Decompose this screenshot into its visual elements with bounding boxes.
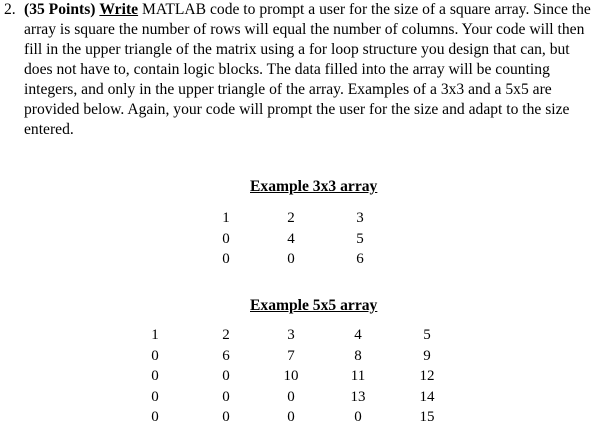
example-5x5-cell-r1-c5: 5 (423, 327, 431, 343)
example-3x3-cell-r1-c3: 3 (356, 210, 364, 226)
example-3x3-cell-r2-c2: 4 (287, 230, 295, 247)
example-5x5-cell-r2-c5: 9 (423, 347, 431, 364)
question-number: 2. (4, 1, 16, 18)
example-5x5-cell-r1-c3: 3 (287, 327, 295, 343)
example-5x5-cell-r2-c1: 0 (151, 347, 159, 364)
example-5x5-cell-r2-c2: 6 (222, 347, 230, 364)
example-3x3-cell-r3-c1: 0 (222, 251, 230, 267)
question-points: (35 Points) (24, 1, 96, 18)
example-5x5-cell-r1-c2: 2 (222, 327, 230, 343)
example-3x3-cell-r1-c1: 1 (222, 210, 230, 226)
example-5x5-cell-r3-c2: 0 (222, 368, 230, 384)
example-5x5-cell-r5-c1: 0 (151, 409, 159, 425)
question-verb: Write (99, 1, 139, 18)
example-3x3-title: Example 3x3 array (250, 178, 378, 195)
example-5x5-cell-r4-c4: 13 (350, 388, 366, 405)
example-3x3-cell-r3-c3: 6 (356, 251, 364, 267)
example-5x5-cell-r3-c3: 10 (283, 368, 299, 384)
example-5x5-cell-r5-c4: 0 (354, 409, 362, 425)
example-5x5-cell-r1-c4: 4 (354, 327, 362, 343)
example-5x5-cell-r5-c5: 15 (419, 409, 435, 425)
example-5x5-cell-r4-c5: 14 (419, 388, 435, 405)
example-5x5-cell-r4-c1: 0 (151, 388, 159, 405)
example-5x5-cell-r2-c4: 8 (354, 347, 362, 364)
example-3x3-cell-r2-c3: 5 (356, 230, 364, 247)
example-5x5-cell-r3-c4: 11 (350, 368, 366, 384)
example-3x3-cell-r1-c2: 2 (287, 210, 295, 226)
question-text (24, 0, 600, 140)
example-5x5-cell-r3-c5: 12 (419, 368, 435, 384)
question-body: MATLAB code to prompt a user for the size of a square array. Since the array is square the number of rows will equal the number of columns. Your code will then fill in the upper triangle of the matrix using a for loop structure you design that can, but does not have to, contain logic blocks. The data filled into the array will be counting integers, and only in the upper triangle of the array. Examples of a 3x3 and a 5x5 are provided below. Again, your code will prompt the user for the size and adapt to the size entered. (24, 1, 591, 138)
example-3x3-cell-r3-c2: 0 (287, 251, 295, 267)
example-5x5-cell-r4-c3: 0 (287, 388, 295, 405)
example-5x5-cell-r4-c2: 0 (222, 388, 230, 405)
example-5x5-cell-r3-c1: 0 (151, 368, 159, 384)
example-3x3-cell-r2-c1: 0 (222, 230, 230, 247)
example-5x5-cell-r5-c3: 0 (287, 409, 295, 425)
example-5x5-title: Example 5x5 array (250, 297, 378, 314)
question-block (4, 0, 600, 140)
example-5x5-cell-r1-c1: 1 (151, 327, 159, 343)
example-5x5-cell-r2-c3: 7 (287, 347, 295, 364)
example-5x5-cell-r5-c2: 0 (222, 409, 230, 425)
